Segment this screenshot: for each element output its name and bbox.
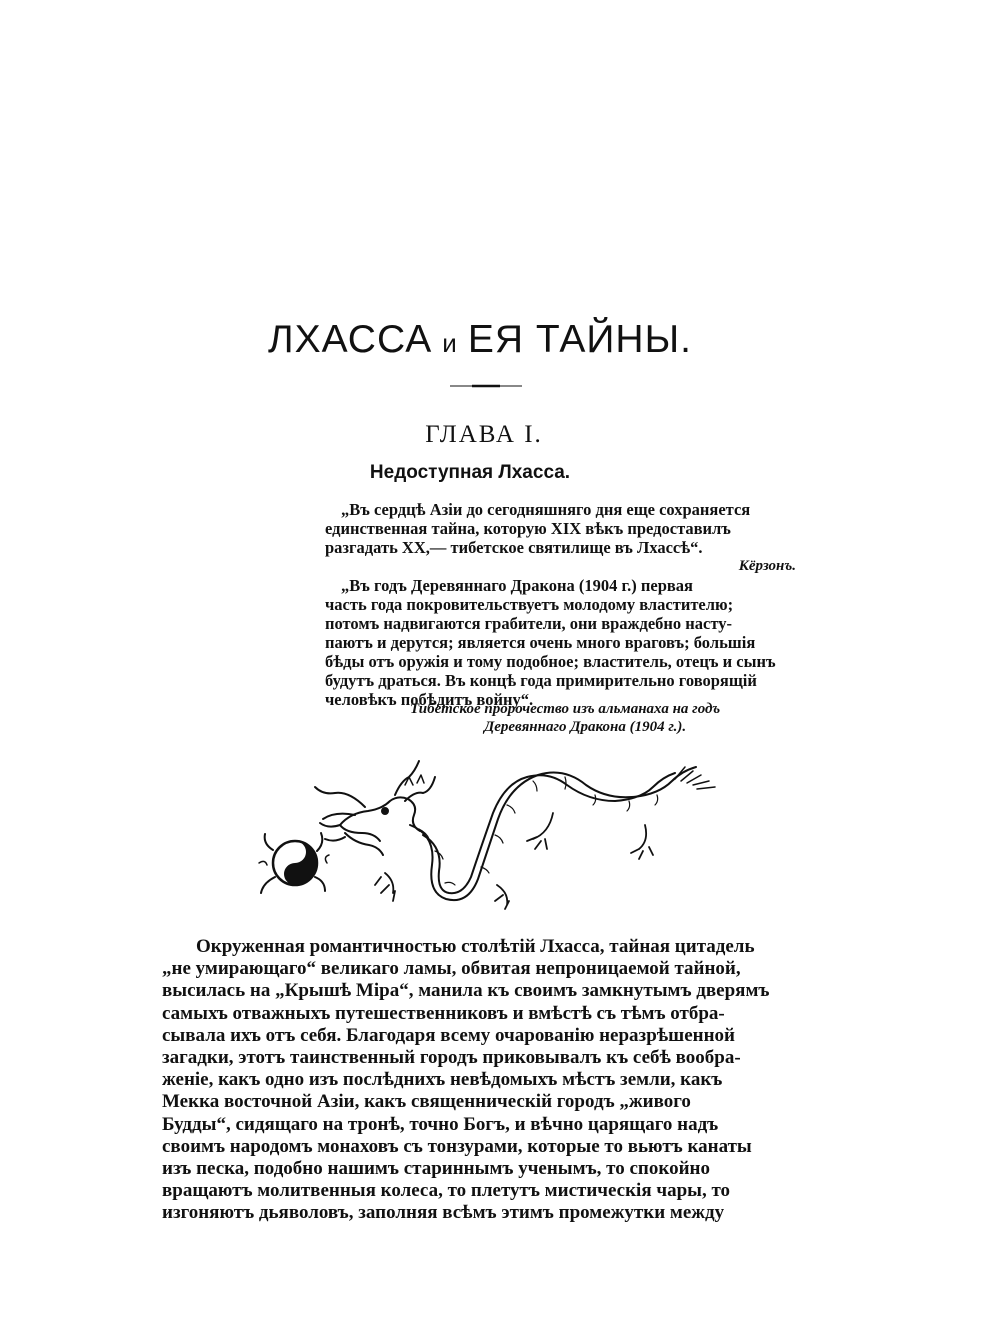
- title-left: ЛХАССА: [268, 318, 433, 361]
- dragon-body-icon: [410, 767, 715, 900]
- epigraph-1-line: разгадать XX,— тибетское святилище въ Лхассѣ“.: [325, 538, 703, 557]
- epigraph-2-line: потомъ надвигаются грабители, они враждебно насту-: [325, 614, 733, 633]
- body-line: вращаютъ молитвенныя колеса, то плетутъ мистическія чары, то: [162, 1180, 731, 1202]
- body-line: сывала ихъ отъ себя. Благодаря всему очарованію неразрѣшенной: [162, 1024, 735, 1046]
- dragon-with-pearl-illustration-icon: [245, 755, 725, 915]
- body-line: самыхъ отважныхъ путешественниковъ и вмѣстѣ съ тѣмъ отбра-: [162, 1002, 725, 1024]
- body-line: Мекка восточной Азіи, какъ священническій городъ „живого: [162, 1091, 691, 1113]
- epigraph-2-line: паютъ и дерутся; является очень много враговъ; большія: [325, 633, 756, 652]
- title-divider-ornament: [450, 384, 522, 388]
- body-line: Окруженная романтичностью столѣтій Лхасса, тайная цитадель: [196, 936, 755, 957]
- body-line: Будды“, сидящаго на тронѣ, точно Богъ, и вѣчно царящаго надъ: [162, 1113, 719, 1135]
- body-line: женіе, какъ одно изъ послѣднихъ невѣдомыхъ мѣстъ земли, какъ: [162, 1069, 723, 1091]
- body-line: изъ песка, подобно нашимъ стариннымъ ученымъ, то спокойно: [162, 1158, 710, 1180]
- epigraph-2-line: часть года покровительствуетъ молодому властителю;: [325, 595, 734, 614]
- epigraph-1-line: „Въ сердцѣ Азіи до сегодняшняго дня еще сохраняется: [341, 500, 751, 519]
- body-line: загадки, этотъ таинственный городъ приковывалъ къ себѣ вообра-: [162, 1047, 741, 1069]
- body-line: высилась на „Крышѣ Міра“, манила къ своимъ замкнутымъ дверямъ: [162, 980, 770, 1002]
- title-right: ЕЯ ТАЙНЫ.: [467, 318, 692, 361]
- body-line: изгоняютъ дьяволовъ, заполняя всѣмъ этимъ промежутки между: [162, 1202, 725, 1224]
- body-paragraph: [162, 936, 810, 1225]
- epigraph-2-line: человѣкъ побѣдитъ войну“.: [325, 690, 534, 709]
- epigraph-2-line: бѣды отъ оружія и тому подобное; властитель, отецъ и сынъ: [325, 652, 776, 671]
- epigraph-2-line: „Въ годъ Деревяннаго Дракона (1904 г.) первая: [341, 576, 693, 595]
- epigraph-2: [325, 576, 809, 709]
- body-line: своимъ народомъ монаховъ съ тонзурами, которые то вьютъ канаты: [162, 1135, 752, 1157]
- chapter-title: Недоступная Лхасса.: [369, 462, 571, 483]
- dragon-head-icon: [315, 761, 435, 855]
- chapter-label: ГЛАВА I.: [425, 421, 543, 448]
- title-connector: и: [442, 328, 458, 358]
- pearl-icon: [259, 833, 329, 893]
- epigraph-2-attribution: [410, 700, 810, 736]
- epigraph-2-attribution-line: Деревяннаго Дракона (1904 г.).: [484, 719, 687, 735]
- epigraph-1-line: единственная тайна, которую XIX вѣкъ предоставилъ: [325, 519, 731, 538]
- epigraph-2-attribution-line: Тибетское пророчество изъ альманаха на годъ: [410, 701, 721, 717]
- epigraph-2-line: будутъ драться. Въ концѣ года примирительно говорящій: [325, 671, 757, 690]
- page-title: [0, 318, 960, 362]
- epigraph-1-attribution: Кёрзонъ.: [738, 558, 796, 574]
- body-line: „не умирающаго“ великаго ламы, обвитая непроницаемой тайной,: [162, 958, 741, 980]
- epigraph-1: [325, 500, 809, 557]
